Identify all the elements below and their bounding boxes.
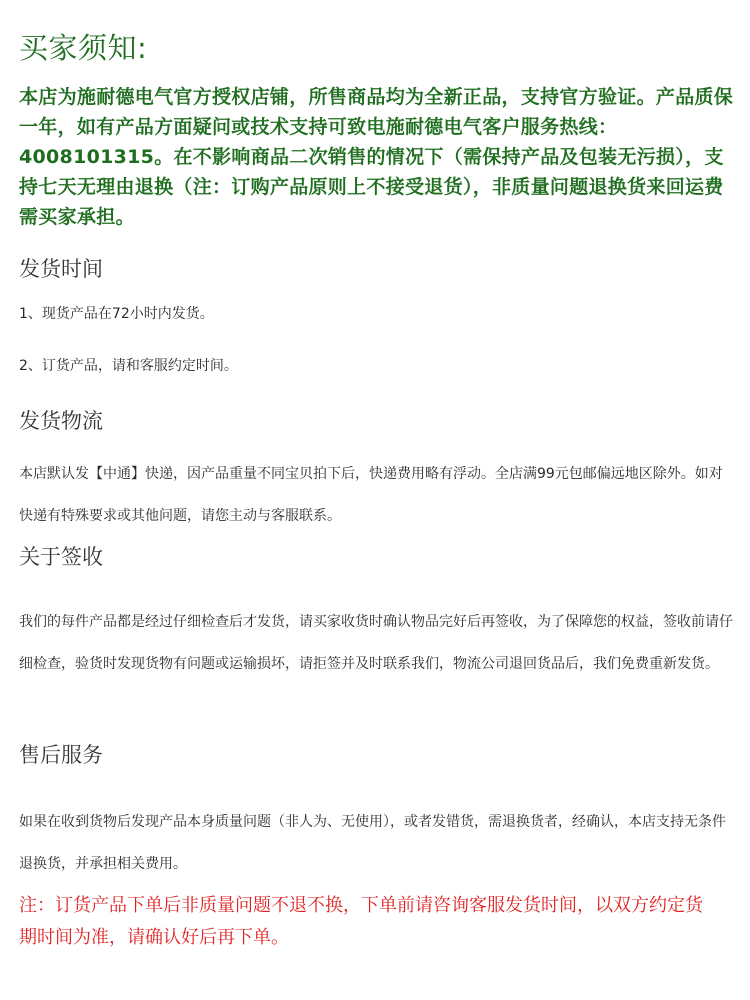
- shipping-time-item-2: 2、订货产品，请和客服约定时间。: [19, 358, 238, 374]
- sign-for-text: 我们的每件产品都是经过仔细检查后才发货，请买家收货时确认物品完好后再签收，为了保障您的权益，签收前请仔细检查，验货时发现货物有问题或运输损坏，请拒签并及时联系我们，物流公司退回货品后，我们免费重新发货。: [19, 614, 733, 672]
- after-sales-text: 如果在收到货物后发现产品本身质量问题（非人为、无使用），或者发错货，需退换货者，经确认，本店支持无条件退换货，并承担相关费用。: [19, 814, 726, 872]
- official-store-notice: 本店为施耐德电气官方授权店铺，所售商品均为全新正品，支持官方验证。产品质保一年，如有产品方面疑问或技术支持可致电施耐德电气客户服务热线：4008101315。在不影响商品二次销售的情况下（需保持产品及包装无污损），支持七天无理由退换（注：订购产品原则上不接受退货），非质量问题退换货来回运费需买家承担。: [19, 86, 734, 228]
- after-sales-heading: 售后服务: [19, 743, 103, 767]
- page-title: 买家须知:: [19, 31, 148, 65]
- sign-for-heading: 关于签收: [19, 545, 103, 569]
- shipping-time-item-1: 1、现货产品在72小时内发货。: [19, 306, 214, 322]
- logistics-heading: 发货物流: [19, 409, 103, 433]
- order-warning-note: 注：订货产品下单后非质量问题不退不换，下单前请咨询客服发货时间，以双方约定货期时间为准，请确认好后再下单。: [19, 895, 703, 948]
- shipping-time-heading: 发货时间: [19, 257, 103, 281]
- logistics-text: 本店默认发【中通】快递，因产品重量不同宝贝拍下后，快递费用略有浮动。全店满99元包邮偏远地区除外。如对快递有特殊要求或其他问题，请您主动与客服联系。: [19, 466, 723, 524]
